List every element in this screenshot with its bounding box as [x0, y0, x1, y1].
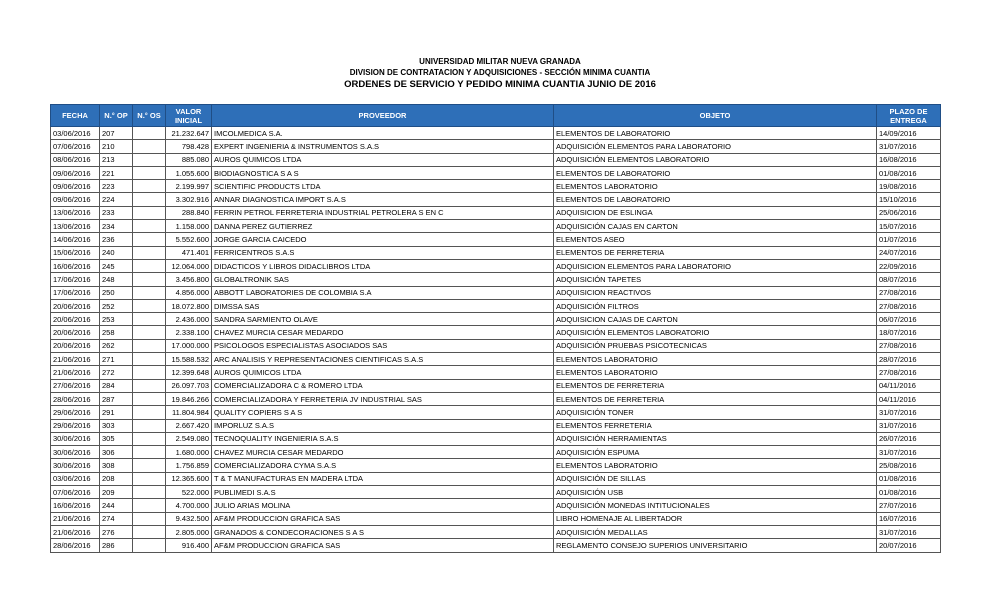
plazo-cell: 19/08/2016	[877, 180, 941, 193]
objeto-cell: ADQUISICIÓN DE SILLAS	[554, 472, 877, 485]
os-cell	[133, 432, 166, 445]
os-cell	[133, 206, 166, 219]
objeto-cell: ADQUISICION DE ESLINGA	[554, 206, 877, 219]
objeto-cell: ADQUISICIÓN TAPETES	[554, 273, 877, 286]
op-cell: 236	[100, 233, 133, 246]
op-cell: 305	[100, 432, 133, 445]
table-row	[51, 140, 941, 153]
proveedor-cell: JORGE GARCIA CAICEDO	[212, 233, 554, 246]
table-row	[51, 166, 941, 179]
table-row	[51, 525, 941, 538]
column-header-op: N.° OP	[100, 105, 133, 127]
fecha-cell: 17/06/2016	[51, 273, 100, 286]
op-cell: 233	[100, 206, 133, 219]
objeto-cell: ADQUISICIÓN ELEMENTOS LABORATORIO	[554, 326, 877, 339]
fecha-cell: 30/06/2016	[51, 459, 100, 472]
valor-cell: 1.756.859	[166, 459, 212, 472]
proveedor-cell: EXPERT INGENIERIA & INSTRUMENTOS S.A.S	[212, 140, 554, 153]
op-cell: 213	[100, 153, 133, 166]
table-row	[51, 273, 941, 286]
proveedor-cell: CHAVEZ MURCIA CESAR MEDARDO	[212, 326, 554, 339]
valor-cell: 471.401	[166, 246, 212, 259]
proveedor-cell: FERRIN PETROL FERRETERIA INDUSTRIAL PETROLERA S EN C	[212, 206, 554, 219]
proveedor-cell: PUBLIMEDI S.A.S	[212, 486, 554, 499]
op-cell: 262	[100, 339, 133, 352]
os-cell	[133, 539, 166, 552]
op-cell: 248	[100, 273, 133, 286]
valor-cell: 2.805.000	[166, 525, 212, 538]
proveedor-cell: JULIO ARIAS MOLINA	[212, 499, 554, 512]
objeto-cell: REGLAMENTO CONSEJO SUPERIOS UNIVERSITARIO	[554, 539, 877, 552]
proveedor-cell: AUROS QUIMICOS LTDA	[212, 366, 554, 379]
table-header-row	[51, 105, 941, 127]
proveedor-cell: DANNA PEREZ GUTIERREZ	[212, 220, 554, 233]
objeto-cell: ADQUISICIÓN ELEMENTOS LABORATORIO	[554, 153, 877, 166]
op-cell: 223	[100, 180, 133, 193]
valor-cell: 21.232.647	[166, 127, 212, 140]
fecha-cell: 03/06/2016	[51, 472, 100, 485]
table-row	[51, 313, 941, 326]
proveedor-cell: GLOBALTRONIK SAS	[212, 273, 554, 286]
valor-cell: 12.064.000	[166, 259, 212, 272]
proveedor-cell: GRANADOS & CONDECORACIONES S A S	[212, 525, 554, 538]
fecha-cell: 20/06/2016	[51, 339, 100, 352]
op-cell: 276	[100, 525, 133, 538]
proveedor-cell: COMERCIALIZADORA CYMA S.A.S	[212, 459, 554, 472]
objeto-cell: ELEMENTOS DE FERRETERIA	[554, 392, 877, 405]
objeto-cell: ADQUISICIÓN CAJAS EN CARTON	[554, 220, 877, 233]
op-cell: 252	[100, 299, 133, 312]
os-cell	[133, 419, 166, 432]
plazo-cell: 27/08/2016	[877, 366, 941, 379]
fecha-cell: 29/06/2016	[51, 419, 100, 432]
table-row	[51, 472, 941, 485]
op-cell: 208	[100, 472, 133, 485]
table-row	[51, 299, 941, 312]
objeto-cell: ADQUISICIÓN MEDALLAS	[554, 525, 877, 538]
plazo-cell: 01/08/2016	[877, 166, 941, 179]
proveedor-cell: IMCOLMEDICA S.A.	[212, 127, 554, 140]
fecha-cell: 09/06/2016	[51, 166, 100, 179]
op-cell: 234	[100, 220, 133, 233]
column-header-objeto: OBJETO	[554, 105, 877, 127]
proveedor-cell: QUALITY COPIERS S A S	[212, 406, 554, 419]
op-cell: 291	[100, 406, 133, 419]
os-cell	[133, 366, 166, 379]
op-cell: 221	[100, 166, 133, 179]
objeto-cell: ELEMENTOS LABORATORIO	[554, 180, 877, 193]
plazo-cell: 31/07/2016	[877, 525, 941, 538]
op-cell: 274	[100, 512, 133, 525]
proveedor-cell: CHAVEZ MURCIA CESAR MEDARDO	[212, 446, 554, 459]
os-cell	[133, 406, 166, 419]
plazo-cell: 27/08/2016	[877, 286, 941, 299]
objeto-cell: ADQUISICION REACTIVOS	[554, 286, 877, 299]
plazo-cell: 27/08/2016	[877, 339, 941, 352]
table-row	[51, 406, 941, 419]
valor-cell: 2.338.100	[166, 326, 212, 339]
plazo-cell: 15/10/2016	[877, 193, 941, 206]
fecha-cell: 14/06/2016	[51, 233, 100, 246]
os-cell	[133, 499, 166, 512]
objeto-cell: ADQUISICIÓN FILTROS	[554, 299, 877, 312]
objeto-cell: ELEMENTOS ASEO	[554, 233, 877, 246]
plazo-cell: 04/11/2016	[877, 379, 941, 392]
table-row	[51, 539, 941, 552]
column-header-plazo: PLAZO DE ENTREGA	[877, 105, 941, 127]
os-cell	[133, 140, 166, 153]
column-header-os: N.° OS	[133, 105, 166, 127]
fecha-cell: 21/06/2016	[51, 525, 100, 538]
os-cell	[133, 313, 166, 326]
os-cell	[133, 246, 166, 259]
op-cell: 240	[100, 246, 133, 259]
proveedor-cell: AF&M PRODUCCION GRAFICA SAS	[212, 539, 554, 552]
op-cell: 210	[100, 140, 133, 153]
table-row	[51, 392, 941, 405]
orders-table	[50, 104, 941, 553]
plazo-cell: 08/07/2016	[877, 273, 941, 286]
objeto-cell: ELEMENTOS DE FERRETERIA	[554, 379, 877, 392]
valor-cell: 15.588.532	[166, 353, 212, 366]
division-name: DIVISION DE CONTRATACION Y ADQUISICIONES - SECCIÓN MINIMA CUANTIA	[349, 68, 651, 77]
plazo-cell: 31/07/2016	[877, 446, 941, 459]
plazo-cell: 25/08/2016	[877, 459, 941, 472]
objeto-cell: ADQUISICIÓN PRUEBAS PSICOTECNICAS	[554, 339, 877, 352]
valor-cell: 5.552.600	[166, 233, 212, 246]
os-cell	[133, 379, 166, 392]
objeto-cell: ADQUISICIÓN ELEMENTOS PARA LABORATORIO	[554, 140, 877, 153]
fecha-cell: 21/06/2016	[51, 512, 100, 525]
table-row	[51, 233, 941, 246]
fecha-cell: 09/06/2016	[51, 180, 100, 193]
objeto-cell: ELEMENTOS DE LABORATORIO	[554, 166, 877, 179]
fecha-cell: 17/06/2016	[51, 286, 100, 299]
valor-cell: 522.000	[166, 486, 212, 499]
op-cell: 287	[100, 392, 133, 405]
os-cell	[133, 486, 166, 499]
fecha-cell: 29/06/2016	[51, 406, 100, 419]
valor-cell: 12.399.648	[166, 366, 212, 379]
objeto-cell: ELEMENTOS DE LABORATORIO	[554, 193, 877, 206]
plazo-cell: 26/07/2016	[877, 432, 941, 445]
plazo-cell: 22/09/2016	[877, 259, 941, 272]
objeto-cell: ADQUISICIÓN USB	[554, 486, 877, 499]
objeto-cell: ADQUISICION CAJAS DE CARTON	[554, 313, 877, 326]
proveedor-cell: T & T MANUFACTURAS EN MADERA LTDA	[212, 472, 554, 485]
os-cell	[133, 286, 166, 299]
objeto-cell: ELEMENTOS LABORATORIO	[554, 366, 877, 379]
os-cell	[133, 193, 166, 206]
proveedor-cell: AF&M PRODUCCION GRAFICA SAS	[212, 512, 554, 525]
os-cell	[133, 259, 166, 272]
proveedor-cell: IMPORLUZ S.A.S	[212, 419, 554, 432]
fecha-cell: 13/06/2016	[51, 206, 100, 219]
plazo-cell: 31/07/2016	[877, 140, 941, 153]
fecha-cell: 21/06/2016	[51, 353, 100, 366]
table-row	[51, 259, 941, 272]
proveedor-cell: COMERCIALIZADORA C & ROMERO LTDA	[212, 379, 554, 392]
objeto-cell: ADQUISICIÓN TONER	[554, 406, 877, 419]
valor-cell: 3.456.800	[166, 273, 212, 286]
proveedor-cell: ARC ANALISIS Y REPRESENTACIONES CIENTIFICAS S.A.S	[212, 353, 554, 366]
os-cell	[133, 220, 166, 233]
valor-cell: 2.199.997	[166, 180, 212, 193]
valor-cell: 17.000.000	[166, 339, 212, 352]
institution-name: UNIVERSIDAD MILITAR NUEVA GRANADA	[419, 57, 581, 66]
op-cell: 303	[100, 419, 133, 432]
plazo-cell: 15/07/2016	[877, 220, 941, 233]
valor-cell: 2.436.000	[166, 313, 212, 326]
objeto-cell: ELEMENTOS LABORATORIO	[554, 459, 877, 472]
os-cell	[133, 339, 166, 352]
fecha-cell: 08/06/2016	[51, 153, 100, 166]
proveedor-cell: TECNOQUALITY INGENIERIA S.A.S	[212, 432, 554, 445]
table-row	[51, 366, 941, 379]
proveedor-cell: ANNAR DIAGNOSTICA IMPORT S.A.S	[212, 193, 554, 206]
fecha-cell: 07/06/2016	[51, 140, 100, 153]
os-cell	[133, 233, 166, 246]
proveedor-cell: ABBOTT LABORATORIES DE COLOMBIA S.A	[212, 286, 554, 299]
os-cell	[133, 299, 166, 312]
valor-cell: 288.840	[166, 206, 212, 219]
os-cell	[133, 446, 166, 459]
fecha-cell: 16/06/2016	[51, 259, 100, 272]
valor-cell: 12.365.600	[166, 472, 212, 485]
plazo-cell: 04/11/2016	[877, 392, 941, 405]
table-row	[51, 512, 941, 525]
op-cell: 250	[100, 286, 133, 299]
plazo-cell: 28/07/2016	[877, 353, 941, 366]
op-cell: 209	[100, 486, 133, 499]
plazo-cell: 31/07/2016	[877, 419, 941, 432]
fecha-cell: 03/06/2016	[51, 127, 100, 140]
table-row	[51, 193, 941, 206]
plazo-cell: 20/07/2016	[877, 539, 941, 552]
os-cell	[133, 512, 166, 525]
proveedor-cell: BIODIAGNOSTICA S A S	[212, 166, 554, 179]
op-cell: 224	[100, 193, 133, 206]
table-row	[51, 180, 941, 193]
op-cell: 258	[100, 326, 133, 339]
valor-cell: 798.428	[166, 140, 212, 153]
fecha-cell: 20/06/2016	[51, 299, 100, 312]
valor-cell: 2.549.080	[166, 432, 212, 445]
plazo-cell: 24/07/2016	[877, 246, 941, 259]
objeto-cell: ADQUISICIÓN ESPUMA	[554, 446, 877, 459]
fecha-cell: 16/06/2016	[51, 499, 100, 512]
proveedor-cell: AUROS QUIMICOS LTDA	[212, 153, 554, 166]
plazo-cell: 14/09/2016	[877, 127, 941, 140]
plazo-cell: 27/07/2016	[877, 499, 941, 512]
fecha-cell: 21/06/2016	[51, 366, 100, 379]
fecha-cell: 27/06/2016	[51, 379, 100, 392]
os-cell	[133, 459, 166, 472]
objeto-cell: LIBRO HOMENAJE AL LIBERTADOR	[554, 512, 877, 525]
table-row	[51, 220, 941, 233]
fecha-cell: 09/06/2016	[51, 193, 100, 206]
plazo-cell: 18/07/2016	[877, 326, 941, 339]
proveedor-cell: DIDACTICOS Y LIBROS DIDACLIBROS LTDA	[212, 259, 554, 272]
proveedor-cell: SCIENTIFIC PRODUCTS LTDA	[212, 180, 554, 193]
op-cell: 207	[100, 127, 133, 140]
table-row	[51, 326, 941, 339]
table-row	[51, 127, 941, 140]
op-cell: 284	[100, 379, 133, 392]
fecha-cell: 28/06/2016	[51, 539, 100, 552]
os-cell	[133, 353, 166, 366]
valor-cell: 11.804.984	[166, 406, 212, 419]
document-header	[0, 56, 1000, 91]
os-cell	[133, 180, 166, 193]
proveedor-cell: FERRICENTROS S.A.S	[212, 246, 554, 259]
os-cell	[133, 166, 166, 179]
table-row	[51, 446, 941, 459]
op-cell: 308	[100, 459, 133, 472]
valor-cell: 885.080	[166, 153, 212, 166]
os-cell	[133, 525, 166, 538]
column-header-proveedor: PROVEEDOR	[212, 105, 554, 127]
plazo-cell: 25/06/2016	[877, 206, 941, 219]
objeto-cell: ADQUISICION ELEMENTOS PARA LABORATORIO	[554, 259, 877, 272]
proveedor-cell: PSICOLOGOS ESPECIALISTAS ASOCIADOS SAS	[212, 339, 554, 352]
objeto-cell: ELEMENTOS DE FERRETERIA	[554, 246, 877, 259]
fecha-cell: 20/06/2016	[51, 326, 100, 339]
table-row	[51, 419, 941, 432]
valor-cell: 3.302.916	[166, 193, 212, 206]
fecha-cell: 30/06/2016	[51, 432, 100, 445]
column-header-valor: VALOR INICIAL	[166, 105, 212, 127]
objeto-cell: ADQUISICIÓN MONEDAS INTITUCIONALES	[554, 499, 877, 512]
table-row	[51, 246, 941, 259]
fecha-cell: 13/06/2016	[51, 220, 100, 233]
os-cell	[133, 392, 166, 405]
plazo-cell: 16/07/2016	[877, 512, 941, 525]
fecha-cell: 30/06/2016	[51, 446, 100, 459]
op-cell: 245	[100, 259, 133, 272]
table-row	[51, 486, 941, 499]
plazo-cell: 31/07/2016	[877, 406, 941, 419]
plazo-cell: 27/08/2016	[877, 299, 941, 312]
valor-cell: 4.856.000	[166, 286, 212, 299]
os-cell	[133, 326, 166, 339]
proveedor-cell: SANDRA SARMIENTO OLAVE	[212, 313, 554, 326]
table-row	[51, 153, 941, 166]
op-cell: 306	[100, 446, 133, 459]
fecha-cell: 15/06/2016	[51, 246, 100, 259]
valor-cell: 4.700.000	[166, 499, 212, 512]
valor-cell: 18.072.800	[166, 299, 212, 312]
op-cell: 271	[100, 353, 133, 366]
plazo-cell: 16/08/2016	[877, 153, 941, 166]
os-cell	[133, 472, 166, 485]
objeto-cell: ELEMENTOS DE LABORATORIO	[554, 127, 877, 140]
table-row	[51, 353, 941, 366]
column-header-fecha: FECHA	[51, 105, 100, 127]
os-cell	[133, 127, 166, 140]
table-row	[51, 459, 941, 472]
valor-cell: 1.055.600	[166, 166, 212, 179]
plazo-cell: 06/07/2016	[877, 313, 941, 326]
fecha-cell: 28/06/2016	[51, 392, 100, 405]
table-row	[51, 499, 941, 512]
valor-cell: 1.680.000	[166, 446, 212, 459]
fecha-cell: 07/06/2016	[51, 486, 100, 499]
report-title: ORDENES DE SERVICIO Y PEDIDO MINIMA CUANTIA JUNIO DE 2016	[344, 79, 656, 90]
table-row	[51, 379, 941, 392]
table-row	[51, 339, 941, 352]
op-cell: 253	[100, 313, 133, 326]
proveedor-cell: DIMSSA SAS	[212, 299, 554, 312]
plazo-cell: 01/08/2016	[877, 486, 941, 499]
op-cell: 272	[100, 366, 133, 379]
objeto-cell: ELEMENTOS FERRETERIA	[554, 419, 877, 432]
table-row	[51, 206, 941, 219]
os-cell	[133, 273, 166, 286]
valor-cell: 19.846.266	[166, 392, 212, 405]
objeto-cell: ADQUISICIÓN HERRAMIENTAS	[554, 432, 877, 445]
valor-cell: 9.432.500	[166, 512, 212, 525]
os-cell	[133, 153, 166, 166]
valor-cell: 2.667.420	[166, 419, 212, 432]
op-cell: 244	[100, 499, 133, 512]
op-cell: 286	[100, 539, 133, 552]
valor-cell: 916.400	[166, 539, 212, 552]
valor-cell: 1.158.000	[166, 220, 212, 233]
objeto-cell: ELEMENTOS LABORATORIO	[554, 353, 877, 366]
proveedor-cell: COMERCIALIZADORA Y FERRETERIA JV INDUSTRIAL SAS	[212, 392, 554, 405]
plazo-cell: 01/07/2016	[877, 233, 941, 246]
plazo-cell: 01/08/2016	[877, 472, 941, 485]
table-row	[51, 432, 941, 445]
valor-cell: 26.097.703	[166, 379, 212, 392]
fecha-cell: 20/06/2016	[51, 313, 100, 326]
table-row	[51, 286, 941, 299]
table-body	[51, 127, 941, 553]
